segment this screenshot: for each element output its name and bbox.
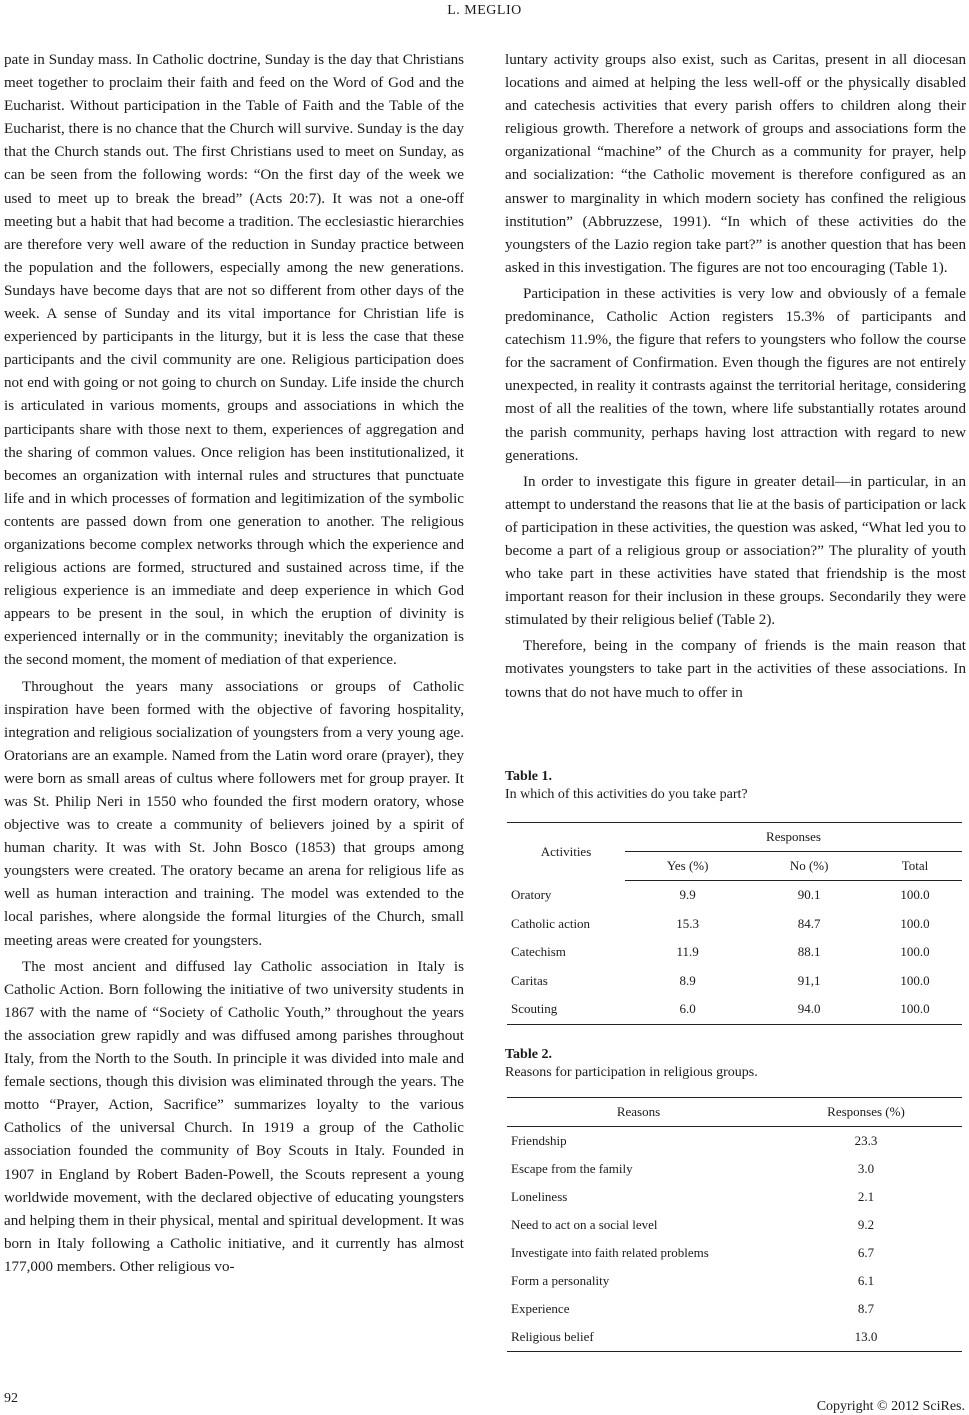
left-paragraph-1: pate in Sunday mass. In Catholic doctrine, Sunday is the day that Christians meet together to proclaim their faith and feed on the Word of God and the Eucharist. Without participation in the Table of Faith and the Table of the Eucharist, there is no chance that the Church will survive. Sunday is the day that the Church stands out. The first Christians used to meet on Sunday, as can be seen from the following words: “On the first day of the week we used to meet up to break the bread” (Acts 20:7). It was not a one-off meeting but a habit that had become a tradition. The ecclesiastic hierarchies are therefore very well aware of the reduction in Sunday practice between the population and the followers, especially among the new generations. Sundays have become days that are not so different from other days of the week. A sense of Sunday and its vital importance for Christian life is experienced by participants in the liturgy, but it is less the case that these participants and the civil community are one. Religious participation does not end with going or not going to church on Sunday. Life inside the church is articulated in various moments, groups and associations in which the participants share with those next to them, experiences of aggregation and the sharing of common values. Once religion has been institutionalized, it becomes an organization with internal rules and structures that punctuate life and in which processes of formation and legitimization of the symbolic contents are passed down from one generation to another. The religious organizations become complex networks through which the experience and religious actions are formed, structured and sustained across time, if the religious experience is an immediate and deep experience in which God appears to be present in the soul, in which the eruption of divinity is experienced internally or in the community; inevitably the organization is the second moment, the moment of mediation of that experience. [4, 52, 464, 669]
table1-cell-no: 94.0 [750, 995, 868, 1024]
table1 [507, 822, 962, 1025]
table-row [507, 1239, 962, 1267]
table1-cell-activity: Catechism [511, 944, 566, 960]
table2-cell-reason: Escape from the family [511, 1161, 633, 1176]
table2 [507, 1097, 962, 1352]
table1-cell-no: 91,1 [797, 972, 821, 988]
table2-cell-value: 2.1 [857, 1189, 875, 1204]
table1-cell-activity: Scouting [507, 995, 625, 1024]
table-row [507, 1211, 962, 1239]
table-row [507, 1155, 962, 1183]
left-paragraph-3: The most ancient and diffused lay Catholic association in Italy is Catholic Action. Born following the initiative of two university students in 1867 with the name of “Society of Catholic Youth,” throughout the years the association grew rapidly and was diffused among parishes throughout Italy, from the North to the South. In principle it was divided into male and female sections, though this division was eliminated through the years. The motto “Prayer, Action, Sacrifice” summarizes loyalty to the various Catholics of the universal Church. In 1919 a group of the Catholic association founded the community of Boy Scouts in Italy. Founded in 1907 in England by Robert Baden-Powell, the Scouts represent a young worldwide movement, with the declared objective of educating youngsters and helping them in their physical, mental and spiritual development. It was born in Italy following a Catholic initiative, and it currently has almost 177,000 members. Other religious vo- [4, 958, 464, 1275]
table2-cell-value: 6.7 [857, 1245, 875, 1260]
table1-cell-yes: 11.9 [676, 944, 699, 960]
table1-cell-no: 84.7 [797, 915, 821, 931]
table1-cell-total: 100.0 [868, 995, 962, 1024]
table2-title: Reasons for participation in religious groups. [505, 1065, 758, 1080]
left-paragraph-2: Throughout the years many associations or groups of Catholic inspiration have been formed with the objective of favoring hospitality, integration and religious socialization of youngsters from a very young age. Oratorians are an example. Named from the Latin word orare (prayer), they were born as small areas of cultus where followers met for group prayer. It was St. Philip Neri in 1550 who founded the first modern oratory, whose objective was to create a community of believers joined by a spirit of human charity. It was with St. John Bosco (1853) that groups among youngsters were created. The oratory became an arena for religious life as well as human interaction and training. The model was extended to the local parishes, where alongside the formal liturgies of the Church, small meeting areas were created for youngsters. [4, 678, 464, 949]
right-paragraph-2: Participation in these activities is very low and obviously of a female predominance, Catholic Action registers 15.3% of participants and catechism 11.9%, the figure that refers to youngsters who follow the course for the sacrament of Confirmation. Even though the figures are not entirely unexpected, in reality it contrasts against the territorial heritage, considering most of all the realities of the town, where life substantially rotates around the parish community, perhaps having lost attraction with regard to new generations. [505, 285, 966, 464]
table2-cell-reason: Experience [511, 1301, 570, 1316]
table1-cell-yes: 6.0 [625, 995, 750, 1024]
table1-cell-yes: 9.9 [679, 887, 696, 903]
table2-cell-value: 6.1 [857, 1273, 875, 1288]
table-row [507, 1267, 962, 1295]
copyright-notice: Copyright © 2012 SciRes. [816, 1399, 965, 1414]
table2-cell-reason: Need to act on a social level [511, 1217, 658, 1232]
table2-number: Table 2. [505, 1047, 552, 1062]
table1-header-responses: Responses [625, 823, 962, 852]
table2-cell-value: 3.0 [857, 1161, 875, 1176]
right-paragraph-3: In order to investigate this figure in greater detail—in particular, in an attempt to understand the reasons that lie at the basis of participation or lack of participation in these activities, the question was asked, “What led you to become a part of a religious group or association?” The plurality of youth who take part in these activities have stated that friendship is the most important reason for their inclusion in these groups. Secondarily they were stimulated by their religious belief (Table 2). [505, 473, 966, 629]
right-column [505, 49, 966, 705]
table1-cell-activity: Catholic action [511, 915, 591, 931]
table1-header-yes: Yes (%) [625, 852, 750, 881]
table1-title: In which of this activities do you take part? [505, 787, 748, 802]
table2-cell-reason: Investigate into faith related problems [511, 1245, 709, 1260]
table-row [507, 938, 962, 967]
table1-header-no: No (%) [750, 852, 868, 881]
page-number: 92 [4, 1391, 18, 1406]
table1-cell-activity: Oratory [511, 887, 552, 902]
table2-cell-value: 23.3 [854, 1133, 878, 1148]
table-row [507, 995, 962, 1024]
left-column [4, 49, 464, 1279]
table1-cell-activity: Caritas [511, 972, 548, 988]
table-row [507, 967, 962, 996]
table1-cell-yes: 8.9 [679, 972, 696, 988]
table1-cell-total: 100.0 [900, 915, 930, 931]
table-row [507, 1295, 962, 1323]
table2-header-reasons: Reasons [507, 1098, 770, 1127]
table2-cell-reason: Form a personality [511, 1273, 610, 1288]
table2-header-responses: Responses (%) [770, 1098, 962, 1127]
table1-cell-total: 100.0 [900, 944, 930, 960]
table2-cell-value: 8.7 [857, 1301, 875, 1316]
table-row [507, 1323, 962, 1352]
table1-cell-yes: 15.3 [676, 915, 700, 931]
right-paragraph-1: luntary activity groups also exist, such as Caritas, present in all diocesan locations and aimed at helping the less well-off or the physically disabled and catechesis activities that every parish offers to children along their religious growth. Therefore a network of groups and associations form the organizational “machine” of the Church as a community for prayer, help and socialization: “the Catholic movement is therefore configured as an answer to marginality in which modern society has confined the religious institution” (Abbruzzese, 1991). “In which of these activities do the youngsters of the Lazio region take part?” is another question that has been asked in this investigation. The figures are not too encouraging (Table 1). [505, 52, 966, 276]
table1-header-total: Total [868, 852, 962, 881]
table-row [507, 1183, 962, 1211]
running-head: L. MEGLIO [447, 3, 522, 18]
table2-cell-reason: Friendship [511, 1133, 567, 1148]
table2-cell-value: 13.0 [770, 1323, 962, 1352]
table1-header-activities: Activities [507, 823, 625, 881]
table1-cell-total: 100.0 [900, 972, 930, 988]
table1-caption [505, 768, 748, 804]
table-row [507, 910, 962, 939]
table-row [507, 1127, 962, 1156]
table1-cell-total: 100.0 [900, 887, 930, 903]
table2-cell-value: 9.2 [857, 1217, 875, 1232]
table1-cell-no: 88.1 [797, 944, 821, 960]
table-row [507, 881, 962, 910]
table2-cell-reason: Religious belief [507, 1323, 770, 1352]
right-paragraph-4: Therefore, being in the company of friends is the main reason that motivates youngsters to take part in the activities of these associations. In towns that do not have much to offer in [505, 638, 966, 701]
table2-caption [505, 1046, 758, 1082]
table2-cell-reason: Loneliness [511, 1189, 568, 1204]
table1-number: Table 1. [505, 769, 552, 784]
table1-cell-no: 90.1 [797, 887, 821, 903]
